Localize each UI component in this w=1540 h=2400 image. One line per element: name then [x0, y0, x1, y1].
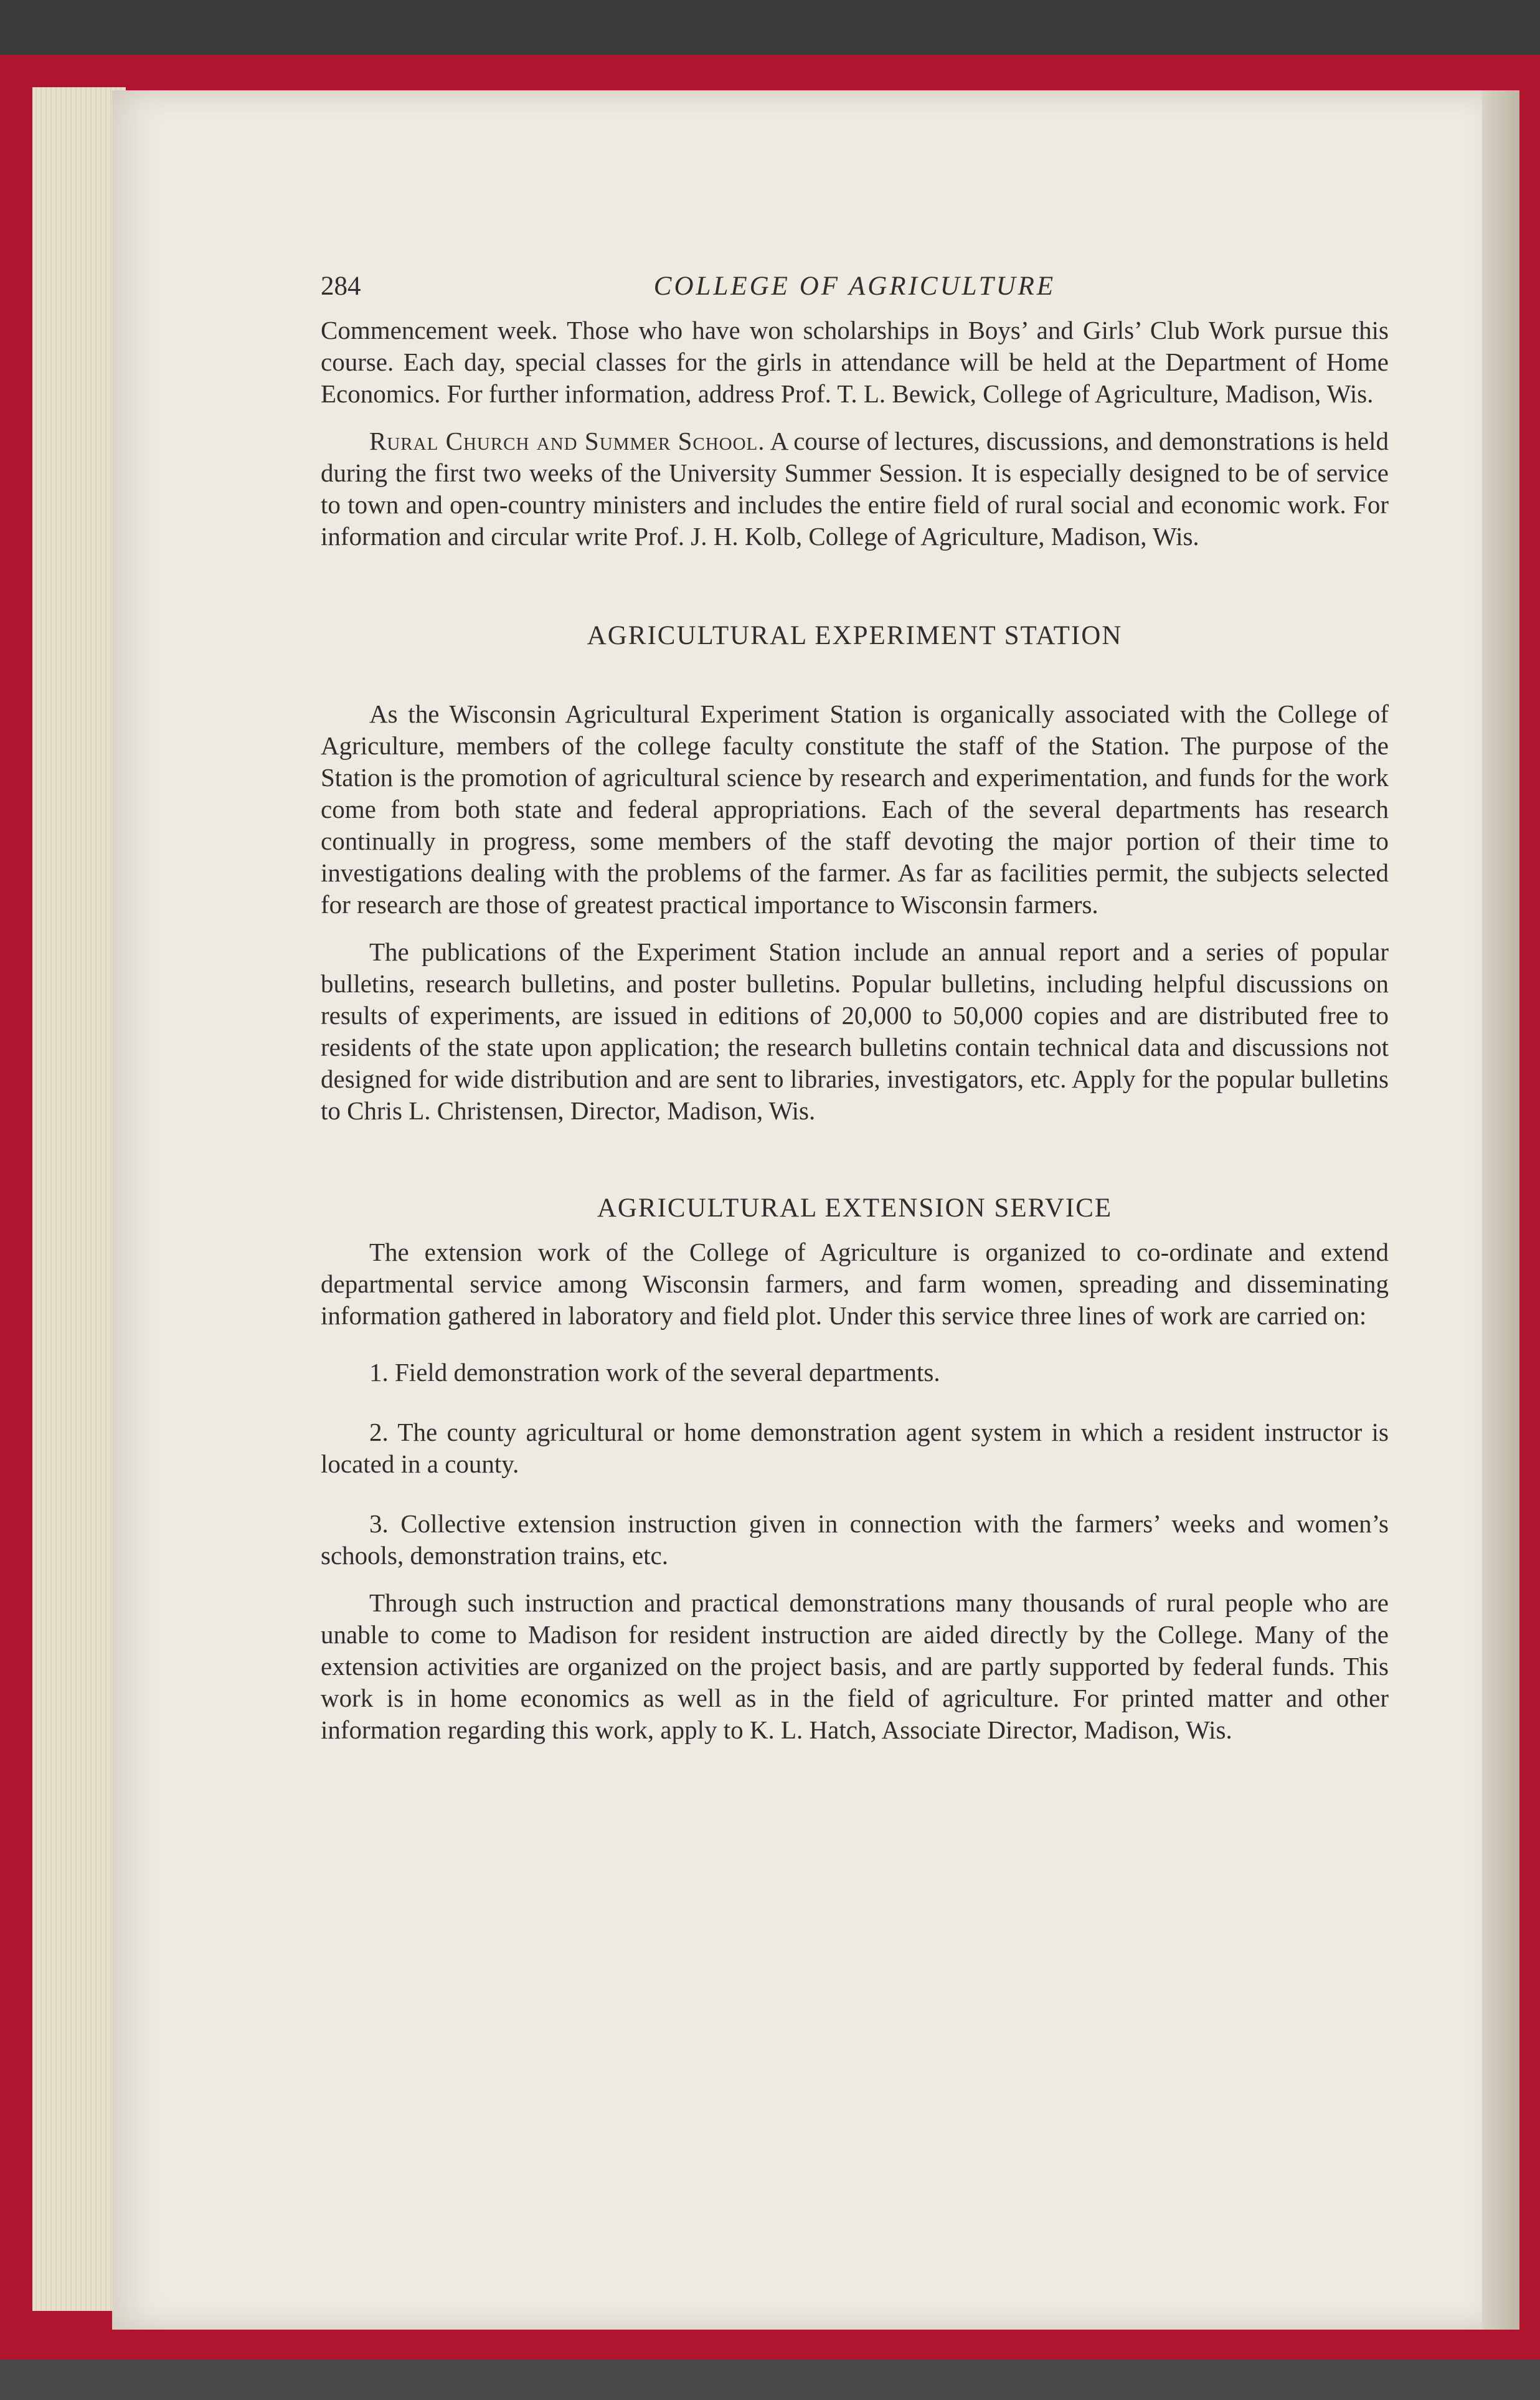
paragraph-experiment-station-1: As the Wisconsin Agricultural Experiment Station is organically associated with the College of Agriculture, members of the college faculty constitute the staff of the Station. The purpose of the Station is the promotion of agricultural science by research and experimentation, and funds for the work come from both state and federal appropriations. Each of the several departments has research continually in progress, some members of the staff devoting the major portion of their time to investigations dealing with the problems of the farmer. As far as facilities permit, the subjects selected for research are those of greatest practical importance to Wisconsin farmers. — [321, 700, 1389, 919]
rural-church-body: A course of lectures, discussions, and demonstrations is held during the first two weeks of the University Summer Session. It is especially designed to be of service to town and open-country ministers and includes the entire field of rural social and economic work. For information and circular write Prof. J. H. Kolb, College of Agriculture, Madison, Wis. — [321, 427, 1389, 551]
paragraph-extension-closing: Through such instruction and practical demonstrations many thousands of rural people who are unable to come to Madison for resident instruction are aided directly by the College. Many of the extension activities are organized on the project basis, and are partly supported by federal funds. This work is in home economics as well as in the field of agriculture. For printed matter and other information regarding this work, apply to K. L. Hatch, Associate Director, Madison, Wis. — [321, 1588, 1389, 1744]
page-gutter — [1482, 90, 1519, 2330]
page-number: 284 — [321, 272, 361, 301]
paragraph-extension-intro: The extension work of the College of Agriculture is organized to co-ordinate and extend departmental service among Wisconsin farmers, and farm women, spreading and disseminating information gathered in laboratory and field plot. Under this service three lines of work are carried on: — [321, 1238, 1389, 1330]
list-item: 2. The county agricultural or home demonstration agent system in which a resident instructor is located in a county. — [321, 1418, 1389, 1478]
page-text — [321, 271, 1389, 1746]
running-head: COLLEGE OF AGRICULTURE — [653, 272, 1056, 301]
list-item: 3. Collective extension instruction given in connection with the farmers’ weeks and women’s schools, demonstration trains, etc. — [321, 1509, 1389, 1570]
section-title-extension-service: AGRICULTURAL EXTENSION SERVICE — [597, 1193, 1113, 1223]
paragraph-commencement: Commencement week. Those who have won scholarships in Boys’ and Girls’ Club Work pursue this course. Each day, special classes for the girls in attendance will be held at the Department of Home Economics. For further information, address Prof. T. L. Bewick, College of Agriculture, Madison, Wis. — [321, 316, 1389, 408]
paragraph-experiment-station-2: The publications of the Experiment Station include an annual report and a series of popular bulletins, research bulletins, and poster bulletins. Popular bulletins, including helpful discussions on results of experiments, are issued in editions of 20,000 to 50,000 copies and are distributed free to residents of the state upon application; the research bulletins contain technical data and discussions not designed for wide distribution and are sent to libraries, investigators, etc. Apply for the popular bulletins to Chris L. Christensen, Director, Madison, Wis. — [321, 937, 1389, 1125]
list-item: 1. Field demonstration work of the several departments. — [369, 1358, 940, 1387]
section-title-experiment-station: AGRICULTURAL EXPERIMENT STATION — [587, 621, 1123, 650]
paragraph-rural-church — [321, 425, 1389, 553]
extension-lines-list — [321, 1357, 1389, 1572]
page-header — [321, 271, 1389, 315]
scan-background — [0, 0, 1540, 56]
rural-church-heading: Rural Church and Summer School. — [369, 427, 765, 455]
